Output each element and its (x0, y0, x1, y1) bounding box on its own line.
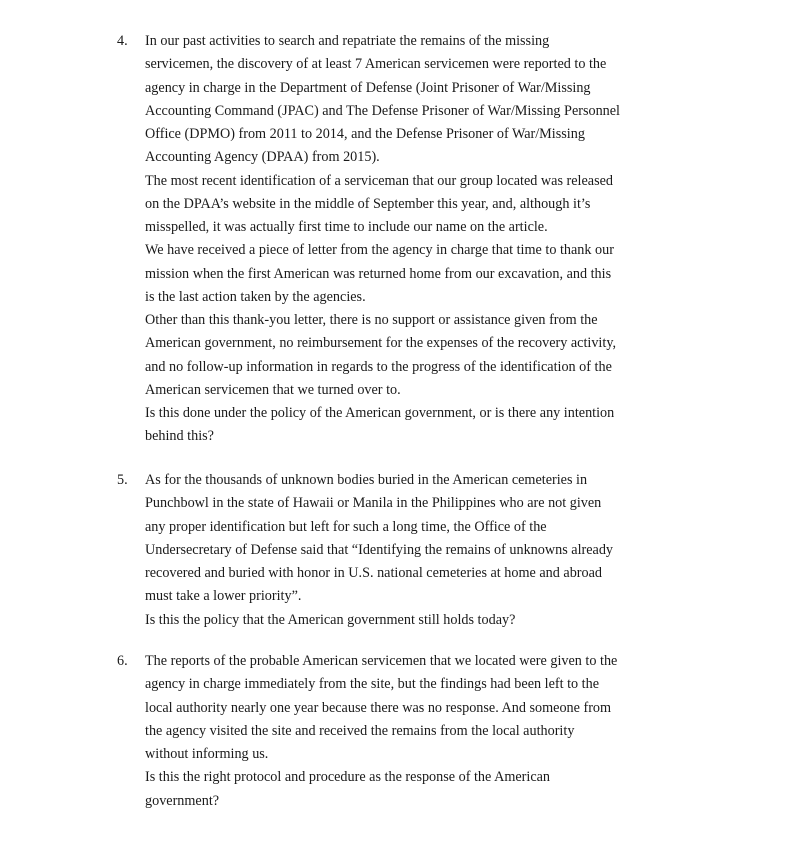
text-line: must take a lower priority”. (145, 588, 302, 605)
item-number: 4. (117, 33, 128, 49)
text-line: without informing us. (145, 746, 269, 762)
text-line: on the DPAA’s website in the middle of September this year, and, although it’s (145, 195, 591, 212)
text-line: In our past activities to search and repatriate the remains of the missing (145, 33, 550, 49)
text-line: Other than this thank-you letter, there is no support or assistance given from the (145, 312, 598, 328)
text-line: agency in charge in the Department of Defense (Joint Prisoner of War/Missing (145, 79, 591, 96)
text-line: The reports of the probable American servicemen that we located were given to the (145, 653, 618, 669)
text-line: Undersecretary of Defense said that “Identifying the remains of unknowns already (145, 541, 614, 558)
text-line: Office (DPMO) from 2011 to 2014, and the Defense Prisoner of War/Missing (145, 126, 585, 142)
text-line: servicemen, the discovery of at least 7 American servicemen were reported to the (145, 56, 607, 73)
item-text (145, 469, 677, 632)
text-line: agency in charge immediately from the site, but the findings had been left to the (145, 676, 599, 693)
text-line: mission when the first American was returned home from our excavation, and this (145, 265, 612, 282)
text-line: and no follow-up information in regards to the progress of the identification of the (145, 358, 612, 375)
item-text (145, 30, 677, 449)
text-line: Punchbowl in the state of Hawaii or Manila in the Philippines who are not given (145, 495, 602, 512)
text-line: American government, no reimbursement for the expenses of the recovery activity, (145, 335, 617, 352)
text-line: We have received a piece of letter from the agency in charge that time to thank our (145, 242, 614, 259)
text-line: As for the thousands of unknown bodies buried in the American cemeteries in (145, 472, 588, 488)
text-line: American servicemen that we turned over to. (145, 381, 401, 398)
text-line: recovered and buried with honor in U.S. national cemeteries at home and abroad (145, 565, 602, 581)
item-number: 5. (117, 472, 128, 488)
text-line: is the last action taken by the agencies. (145, 288, 366, 305)
text-line: The most recent identification of a serviceman that our group located was released (145, 172, 614, 189)
text-line: the agency visited the site and received the remains from the local authority (145, 722, 575, 739)
text-line: any proper identification but left for such a long time, the Office of the (145, 518, 547, 535)
text-line: government? (145, 792, 220, 809)
text-line: misspelled, it was actually first time to include our name on the article. (145, 219, 548, 235)
item-text (145, 650, 677, 813)
text-line: local authority nearly one year because there was no response. And someone from (145, 699, 612, 716)
text-line: behind this? (145, 428, 214, 445)
item-number: 6. (117, 653, 128, 669)
text-line: Accounting Command (JPAC) and The Defense Prisoner of War/Missing Personnel (145, 102, 621, 119)
text-line: Accounting Agency (DPAA) from 2015). (145, 149, 380, 166)
text-line: Is this the policy that the American government still holds today? (145, 611, 516, 628)
text-line: Is this done under the policy of the American government, or is there any intention (145, 405, 615, 421)
text-line: Is this the right protocol and procedure as the response of the American (145, 769, 551, 786)
